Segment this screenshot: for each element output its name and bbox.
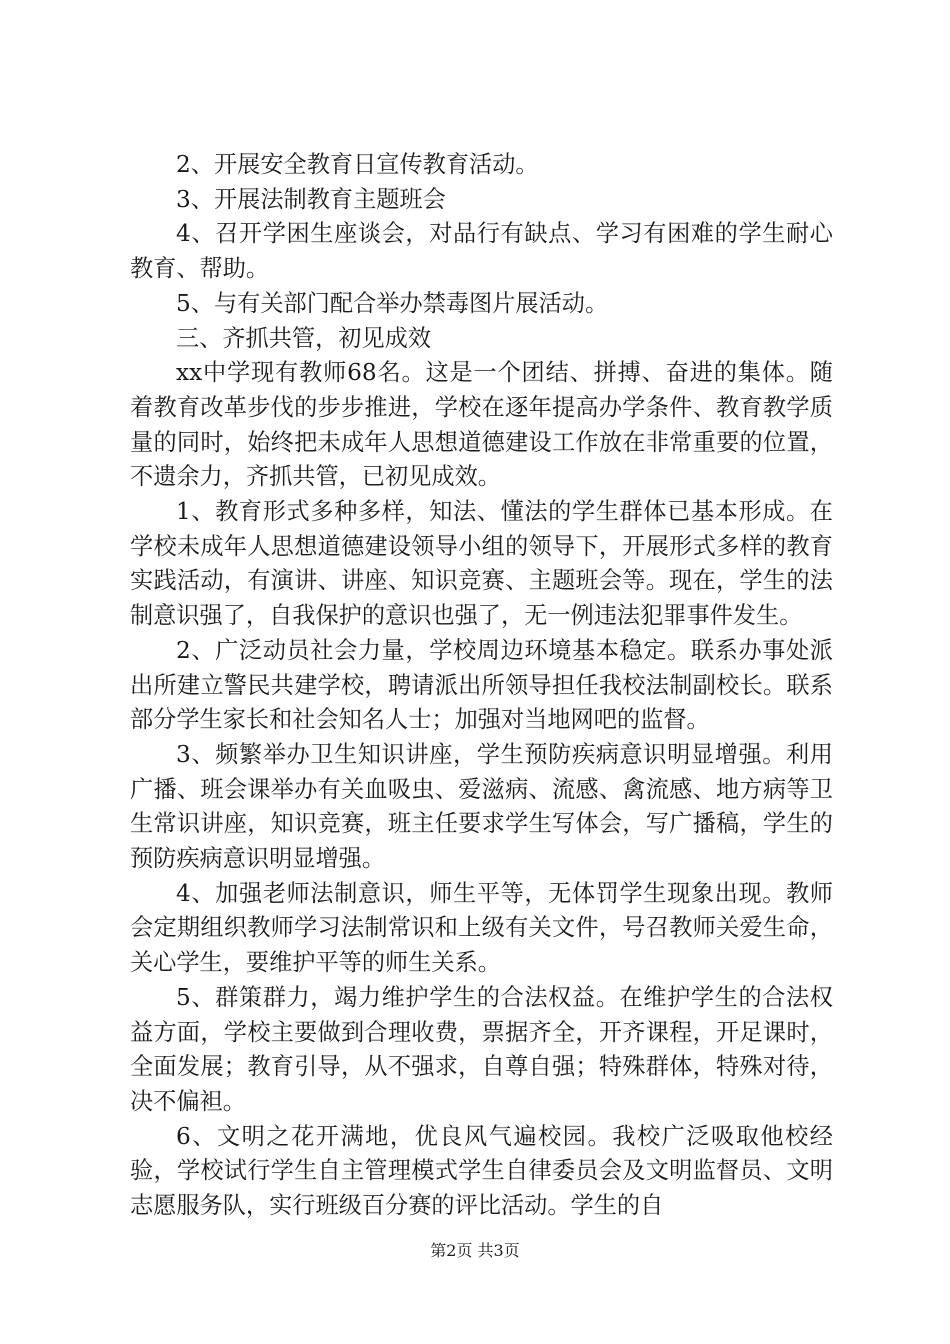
document-body [130, 148, 833, 1224]
paragraph-result-1: 1、教育形式多种多样，知法、懂法的学生群体已基本形成。在学校未成年人思想道德建设领导小组的领导下，开展形式多样的教育实践活动，有演讲、讲座、知识竞赛、主题班会等。现在，学生的法制意识强了，自我保护的意识也强了，无一例违法犯罪事件发生。 [130, 498, 833, 630]
paragraph-result-3: 3、频繁举办卫生知识讲座，学生预防疾病意识明显增强。利用广播、班会课举办有关血吸虫、爱滋病、流感、禽流感、地方病等卫生常识讲座，知识竞赛，班主任要求学生写体会，写广播稿，学生的预防疾病意识明显增强。 [130, 740, 833, 873]
page-footer [0, 1240, 950, 1262]
paragraph-activity-5: 5、与有关部门配合举办禁毒图片展活动。 [176, 289, 609, 317]
paragraph-result-6: 6、文明之花开满地，优良风气遍校园。我校广泛吸取他校经验，学校试行学生自主管理模式学生自律委员会及文明监督员、文明志愿服务队，实行班级百分赛的评比活动。学生的自 [130, 1122, 833, 1220]
paragraph-intro: xx中学现有教师68名。这是一个团结、拼搏、奋进的集体。随着教育改革步伐的步步推进，学校在逐年提高办学条件、教育教学质量的同时，始终把未成年人思想道德建设工作放在非常重要的位置，不遗余力，齐抓共管，已初见成效。 [130, 359, 833, 491]
paragraph-activity-4: 4、召开学困生座谈会，对品行有缺点、学习有困难的学生耐心教育、帮助。 [130, 220, 833, 283]
paragraph-result-4: 4、加强老师法制意识，师生平等，无体罚学生现象出现。教师会定期组织教师学习法制常识和上级有关文件，号召教师关爱生命，关心学生，要维护平等的师生关系。 [130, 879, 833, 977]
page-number-label: 第2页 共3页 [430, 1241, 520, 1260]
section-heading-3: 三、齐抓共管，初见成效 [176, 324, 432, 352]
paragraph-result-2: 2、广泛动员社会力量，学校周边环境基本稳定。联系办事处派出所建立警民共建学校，聘请派出所领导担任我校法制副校长。联系部分学生家长和社会知名人士；加强对当地网吧的监督。 [130, 636, 833, 734]
paragraph-activity-3: 3、开展法制教育主题班会 [176, 185, 446, 213]
paragraph-result-5: 5、群策群力，竭力维护学生的合法权益。在维护学生的合法权益方面，学校主要做到合理收费，票据齐全，开齐课程，开足课时，全面发展；教育引导，从不强求，自尊自强；特殊群体，特殊对待，决不偏袒。 [130, 983, 833, 1115]
paragraph-activity-2: 2、开展安全教育日宣传教育活动。 [176, 151, 539, 178]
